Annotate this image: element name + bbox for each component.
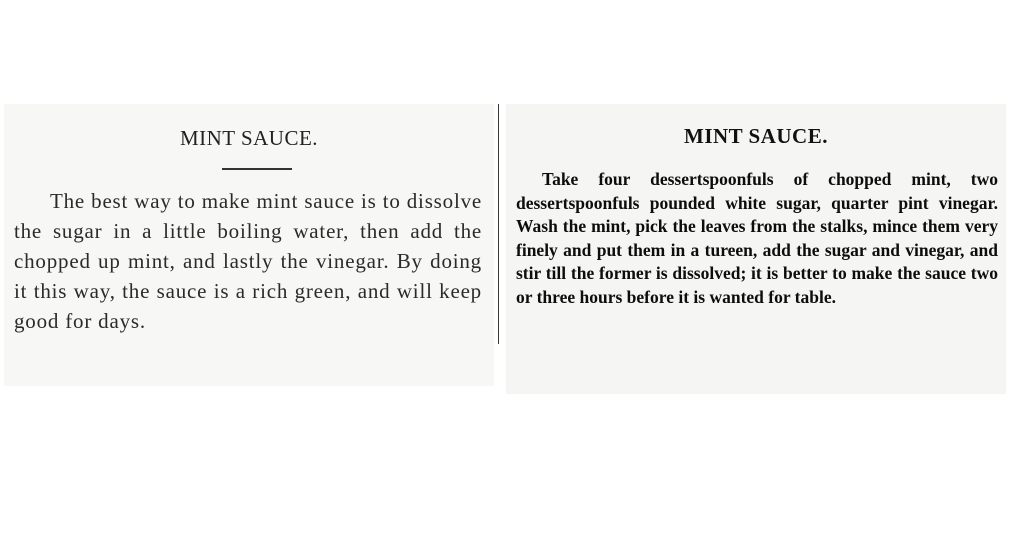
right-clipping-title: MINT SAUCE. (684, 124, 828, 148)
title-rule (222, 168, 292, 170)
left-clipping (4, 104, 494, 386)
left-clipping-body: The best way to make mint sauce is to dissolve the sugar in a little boiling water, then add the chopped up mint, and lastly the vinegar. By doing it this way, the sauce is a rich green, and will keep good for days. (14, 189, 482, 333)
column-divider (498, 104, 499, 344)
right-clipping (506, 104, 1006, 394)
left-clipping-title: MINT SAUCE. (179, 126, 319, 150)
right-clipping-body: Take four dessertspoonfuls of chopped mint, two dessertspoonfuls pounded white sugar, quarter pint vinegar. Wash the mint, pick the leaves from the stalks, mince them very finely and put them in a tureen, add the sugar and vinegar, and stir till the former is dissolved; it is better to make the sauce two or three hours before it is wanted for table. (516, 169, 998, 307)
